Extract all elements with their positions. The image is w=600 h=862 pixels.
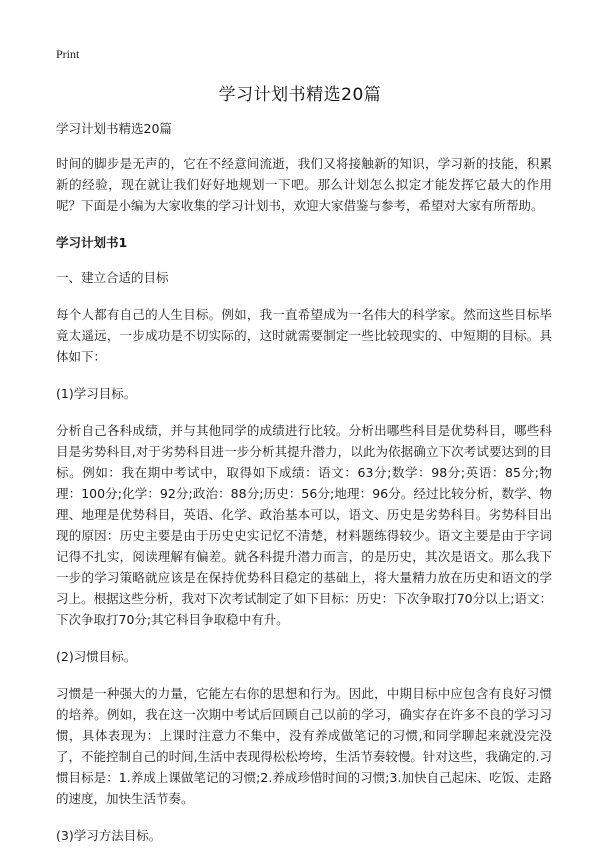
subsection-heading: 一、建立合适的目标 [56,270,169,285]
page-title: 学习计划书精选20篇 [218,85,382,105]
print-label: Print [56,47,80,61]
list-item-habit-goal: (2)习惯目标。 [56,649,137,664]
goal-paragraph: 每个人都有自己的人生目标。例如，我一直希望成为一名伟大的科学家。然而这些目标毕竟太遥远，一步成功是不切实际的，这时就需要制定一些比较现实的、中短期的目标。具体如下： [56,307,552,364]
list-item-method-goal: (3)学习方法目标。 [56,828,162,843]
habit-goal-paragraph: 习惯是一种强大的力量，它能左右你的思想和行为。因此，中期目标中应包含有良好习惯的培养。例如，我在这一次期中考试后回顾自己以前的学习，确实存在许多不良的学习习惯，具体表现为：上课时注意力不集中，没有养成做笔记的习惯,和同学聊起来就没完没了，不能控制自己的时间,生活中表现得松松垮垮，生活节奏较慢。针对这些，我确定的.习惯目标是：1.养成上课做笔记的习惯;2.养成珍惜时间的习惯;3.加快自己起床、吃饭、走路的速度，加快生活节奏。 [56,686,552,806]
study-goal-paragraph: 分析自己各科成绩，并与其他同学的成绩进行比较。分析出哪些科目是优势科目，哪些科目是劣势科目,对于劣势科目进一步分析其提升潜力，以此为依据确立下次考试要达到的目标。例如：我在期中考试中，取得如下成绩：语文：63分;数学：98分;英语：85分;物理：100分;化学：92分;政治：88分;历史：56分;地理：96分。经过比较分析，数学、物理、地理是优势科目，英语、化学、政治基本可以，语文、历史是劣势科目。劣势科目出现的原因：历史主要是由于历史史实记忆不清楚，材料题练得较少。语文主要是由于字词记得不扎实，阅读理解有偏差。就各科提升潜力而言，的是历史，其次是语文。那么我下一步的学习策略就应该是在保持优势科目稳定的基础上，将大量精力放在历史和语文的学习上。根据这些分析，我对下次考试制定了如下目标：历史：下次争取打70分以上;语文：下次争取打70分;其它科目争取稳中有升。 [56,423,552,627]
list-item-study-goal: (1)学习目标。 [56,386,137,401]
document-subtitle: 学习计划书精选20篇 [56,121,172,136]
document-body [56,118,552,862]
intro-paragraph: 时间的脚步是无声的，它在不经意间流逝，我们又将接触新的知识，学习新的技能，积累新的经验，现在就让我们好好地规划一下吧。那么计划怎么拟定才能发挥它最大的作用呢？下面是小编为大家收集的学习计划书，欢迎大家借鉴与参考，希望对大家有所帮助。 [56,156,552,213]
section-heading: 学习计划书1 [56,235,128,250]
